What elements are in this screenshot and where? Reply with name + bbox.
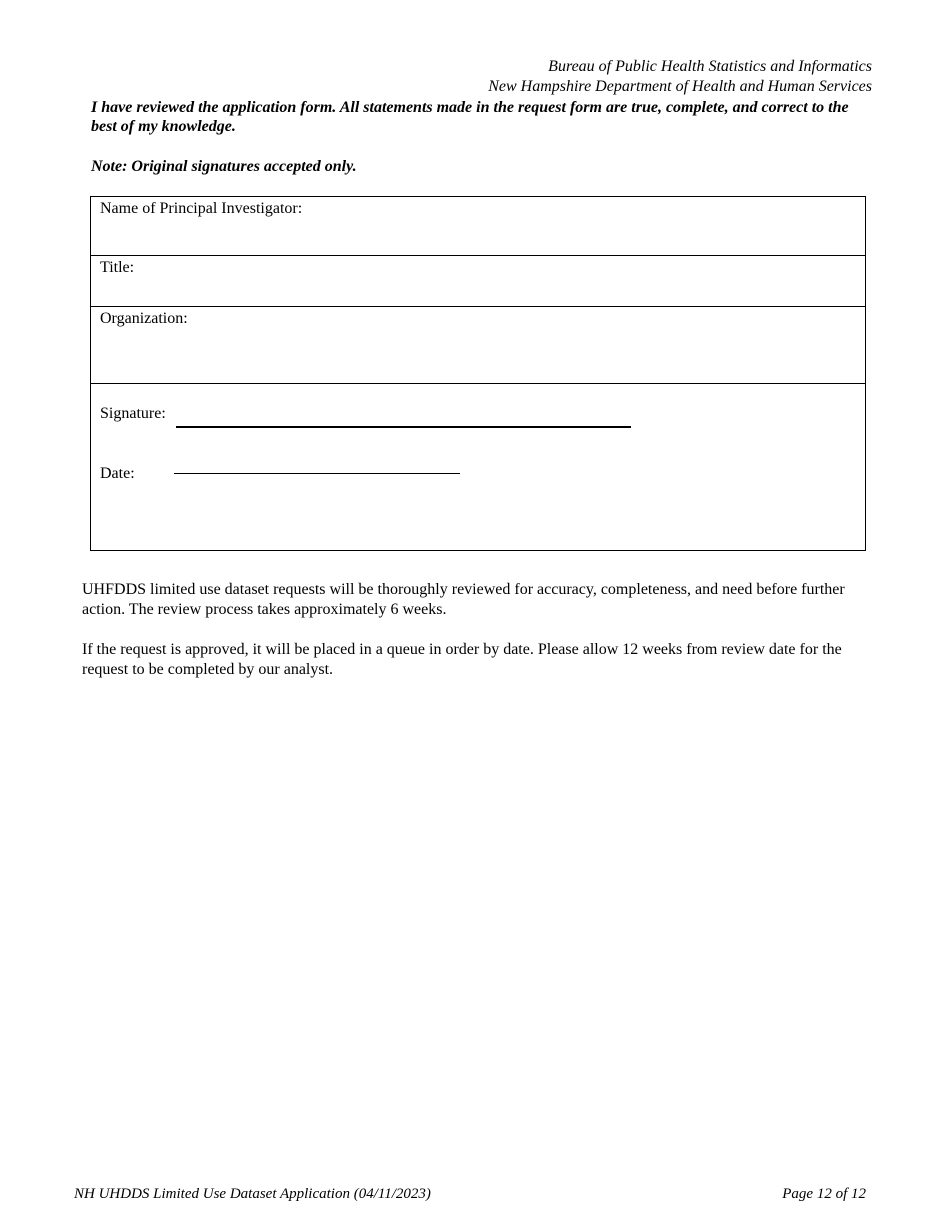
signature-note: Note: Original signatures accepted only. (91, 158, 357, 175)
principal-investigator-label: Name of Principal Investigator: (100, 200, 303, 217)
footer-document-name: NH UHDDS Limited Use Dataset Application (04/11/2023) (74, 1186, 431, 1202)
header-bureau-name: Bureau of Public Health Statistics and Informatics (548, 58, 872, 75)
title-label: Title: (100, 259, 135, 276)
title-field[interactable] (91, 256, 865, 307)
footer-page-number: Page 12 of 12 (782, 1186, 866, 1202)
principal-investigator-field[interactable] (91, 197, 865, 256)
attestation-statement: I have reviewed the application form. All statements made in the request form are true, complete, and correct to the best of my knowledge. (91, 99, 849, 135)
date-label: Date: (100, 465, 135, 482)
organization-field[interactable] (91, 307, 865, 384)
signature-line[interactable] (176, 426, 631, 428)
date-line[interactable] (174, 473, 460, 474)
queue-paragraph: If the request is approved, it will be placed in a queue in order by date. Please allow 12 weeks from review date for the request to be completed by our analyst. (82, 641, 842, 678)
organization-label: Organization: (100, 310, 188, 327)
review-process-paragraph: UHFDDS limited use dataset requests will be thoroughly reviewed for accuracy, completeness, and need before further action. The review process takes approximately 6 weeks. (82, 581, 845, 618)
signature-form (90, 196, 866, 551)
signature-label: Signature: (100, 405, 166, 422)
header-department-name: New Hampshire Department of Health and Human Services (488, 78, 872, 95)
